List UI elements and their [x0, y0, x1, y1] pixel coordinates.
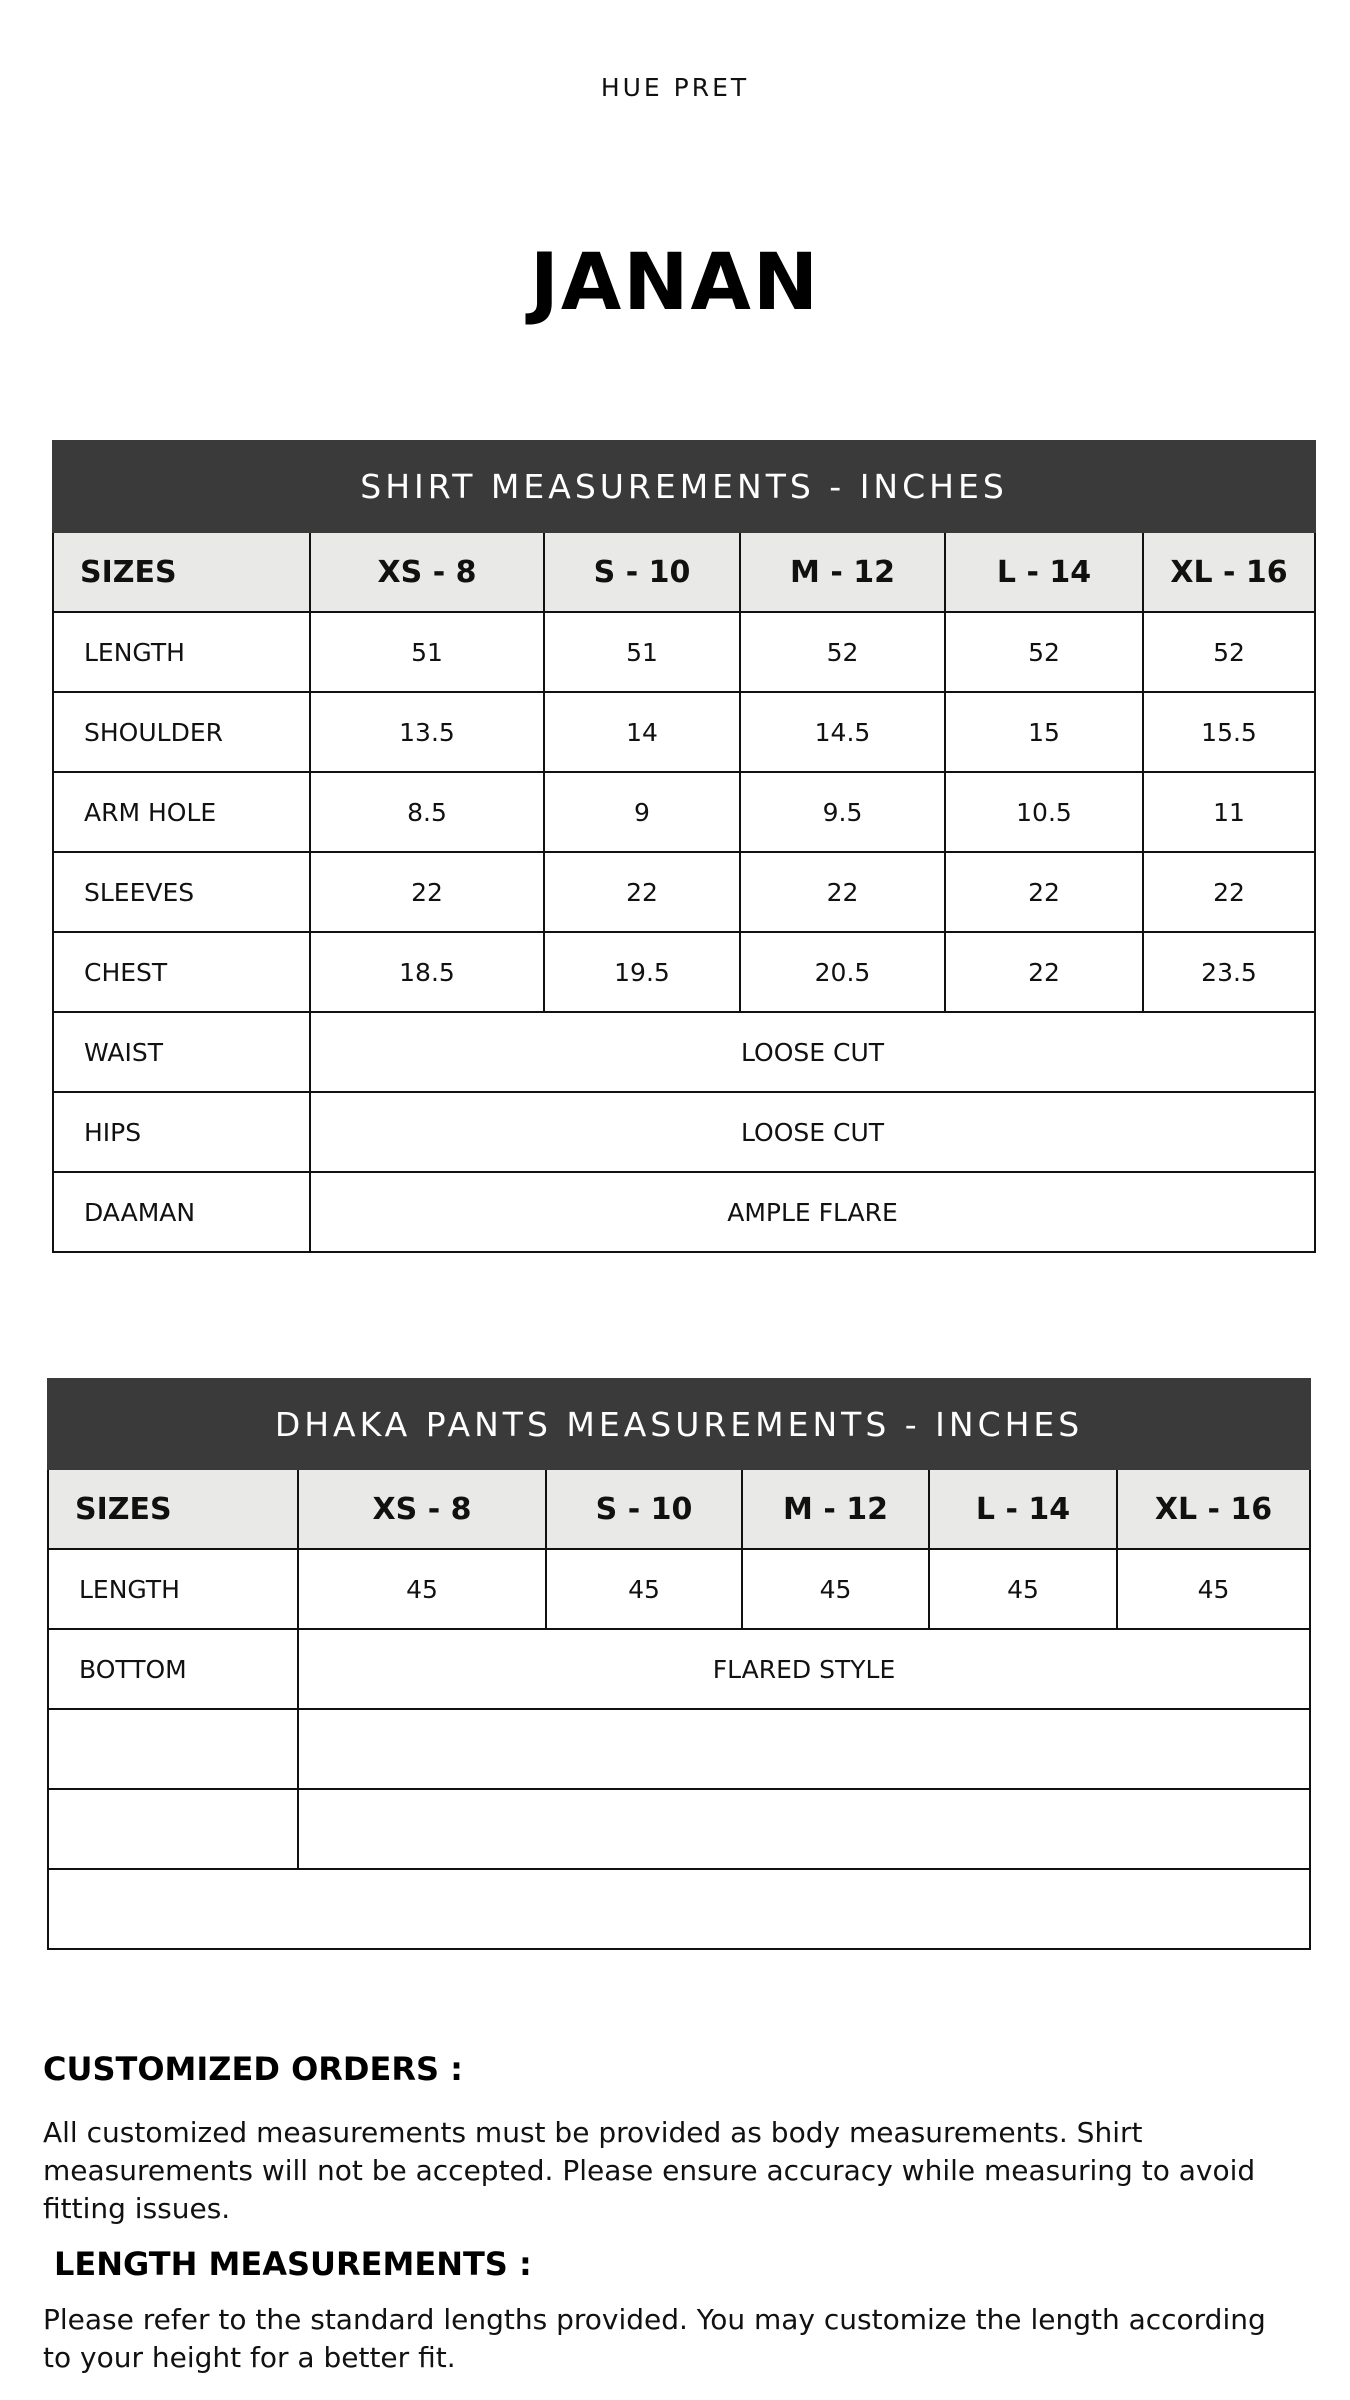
cell-value: LOOSE CUT — [310, 1012, 1315, 1092]
size-header: L - 14 — [929, 1469, 1117, 1549]
cell-value: 19.5 — [544, 932, 740, 1012]
row-label: LENGTH — [48, 1549, 298, 1629]
empty-cell — [48, 1869, 1310, 1949]
cell-value: 22 — [1143, 852, 1315, 932]
size-header: L - 14 — [945, 532, 1143, 612]
sizes-label: SIZES — [53, 532, 310, 612]
size-header: XS - 8 — [298, 1469, 546, 1549]
cell-value: 45 — [742, 1549, 929, 1629]
size-header: XS - 8 — [310, 532, 544, 612]
pants-sizes-row — [48, 1469, 1310, 1549]
table-row — [53, 852, 1315, 932]
table-row — [53, 1092, 1315, 1172]
shirt-measurements-table — [52, 440, 1316, 1253]
size-header: M - 12 — [742, 1469, 929, 1549]
empty-row — [48, 1869, 1310, 1949]
cell-value: 23.5 — [1143, 932, 1315, 1012]
cell-value: 22 — [740, 852, 945, 932]
cell-value: 15 — [945, 692, 1143, 772]
empty-row — [48, 1709, 1310, 1789]
cell-value: 45 — [929, 1549, 1117, 1629]
cell-value: LOOSE CUT — [310, 1092, 1315, 1172]
row-label: SHOULDER — [53, 692, 310, 772]
customized-orders-heading: CUSTOMIZED ORDERS : — [43, 2050, 463, 2088]
empty-cell — [48, 1709, 298, 1789]
cell-value: 45 — [298, 1549, 546, 1629]
cell-value: 15.5 — [1143, 692, 1315, 772]
cell-value: 51 — [544, 612, 740, 692]
empty-cell — [298, 1709, 1310, 1789]
size-header: M - 12 — [740, 532, 945, 612]
cell-value: FLARED STYLE — [298, 1629, 1310, 1709]
pants-measurements-table — [47, 1378, 1311, 1950]
table-row — [53, 772, 1315, 852]
row-label: HIPS — [53, 1092, 310, 1172]
table-row — [53, 932, 1315, 1012]
cell-value: 22 — [310, 852, 544, 932]
cell-value: AMPLE FLARE — [310, 1172, 1315, 1252]
cell-value: 11 — [1143, 772, 1315, 852]
empty-cell — [48, 1789, 298, 1869]
cell-value: 52 — [740, 612, 945, 692]
size-header: XL - 16 — [1143, 532, 1315, 612]
cell-value: 14 — [544, 692, 740, 772]
customized-orders-text: All customized measurements must be provided as body measurements. Shirt measurements will not be accepted. Please ensure accuracy while measuring to avoid fitting issues. — [43, 2116, 1256, 2225]
cell-value: 10.5 — [945, 772, 1143, 852]
shirt-table-heading: SHIRT MEASUREMENTS - INCHES — [53, 441, 1315, 532]
row-label: SLEEVES — [53, 852, 310, 932]
cell-value: 22 — [544, 852, 740, 932]
row-label: CHEST — [53, 932, 310, 1012]
table-row — [53, 612, 1315, 692]
pants-table-heading: DHAKA PANTS MEASUREMENTS - INCHES — [48, 1379, 1310, 1469]
table-row — [53, 1172, 1315, 1252]
product-title: JANAN — [529, 238, 821, 328]
brand-name: HUE PRET — [600, 73, 750, 102]
empty-cell — [298, 1789, 1310, 1869]
table-row — [53, 1012, 1315, 1092]
cell-value: 45 — [1117, 1549, 1310, 1629]
cell-value: 18.5 — [310, 932, 544, 1012]
table-row — [53, 692, 1315, 772]
empty-row — [48, 1789, 1310, 1869]
cell-value: 14.5 — [740, 692, 945, 772]
cell-value: 9.5 — [740, 772, 945, 852]
cell-value: 52 — [1143, 612, 1315, 692]
cell-value: 13.5 — [310, 692, 544, 772]
length-measurements-heading: LENGTH MEASUREMENTS : — [54, 2245, 532, 2283]
cell-value: 52 — [945, 612, 1143, 692]
cell-value: 9 — [544, 772, 740, 852]
row-label: LENGTH — [53, 612, 310, 692]
row-label: WAIST — [53, 1012, 310, 1092]
table-row — [48, 1629, 1310, 1709]
shirt-sizes-row — [53, 532, 1315, 612]
row-label: ARM HOLE — [53, 772, 310, 852]
table-row — [48, 1549, 1310, 1629]
cell-value: 22 — [945, 852, 1143, 932]
row-label: BOTTOM — [48, 1629, 298, 1709]
cell-value: 45 — [546, 1549, 742, 1629]
cell-value: 51 — [310, 612, 544, 692]
cell-value: 20.5 — [740, 932, 945, 1012]
size-header: XL - 16 — [1117, 1469, 1310, 1549]
length-measurements-text: Please refer to the standard lengths provided. You may customize the length according to your height for a better fit. — [43, 2303, 1266, 2374]
row-label: DAAMAN — [53, 1172, 310, 1252]
size-header: S - 10 — [546, 1469, 742, 1549]
sizes-label: SIZES — [48, 1469, 298, 1549]
cell-value: 8.5 — [310, 772, 544, 852]
size-header: S - 10 — [544, 532, 740, 612]
cell-value: 22 — [945, 932, 1143, 1012]
